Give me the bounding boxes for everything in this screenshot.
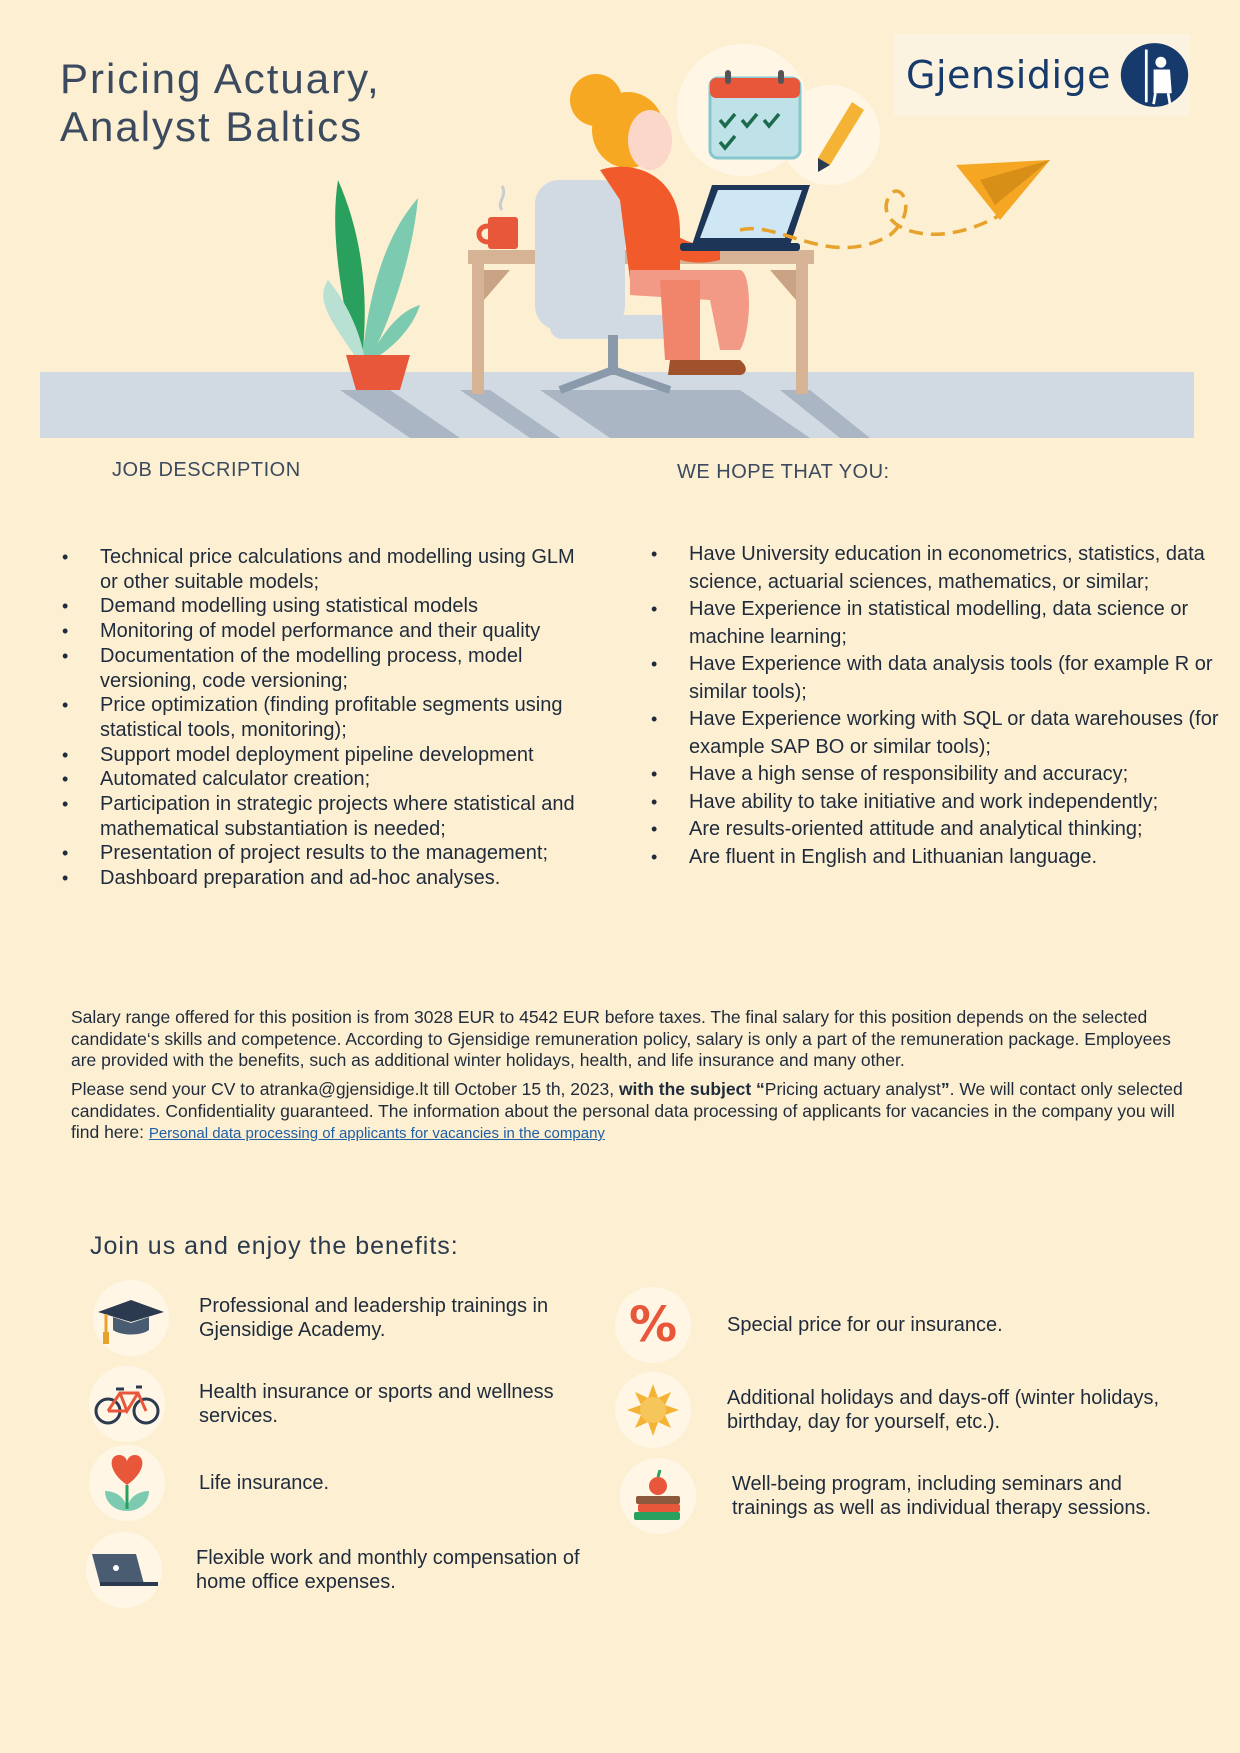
heart-flower-icon: [89, 1445, 165, 1521]
apply-text: Please send your CV to atranka@gjensidige.lt till October 15 th, 2023,: [71, 1079, 619, 1099]
list-item: • Participation in strategic projects where statistical and mathematical substantiation is needed;: [60, 792, 580, 841]
list-item: • Monitoring of model performance and their quality: [60, 619, 580, 644]
sun-icon: [615, 1372, 691, 1448]
benefit-item: [615, 1372, 1175, 1448]
we-hope-heading: WE HOPE THAT YOU:: [677, 461, 890, 483]
benefit-item: [89, 1445, 589, 1521]
list-item: • Dashboard preparation and ad-hoc analyses.: [60, 866, 580, 891]
graduation-cap-icon: [93, 1280, 169, 1356]
requirements-list: [649, 541, 1229, 871]
list-item: • Price optimization (finding profitable segments using statistical tools, monitoring);: [60, 693, 580, 742]
list-item: • Presentation of project results to the management;: [60, 841, 580, 866]
benefit-item: [615, 1287, 1135, 1363]
benefit-text: Special price for our insurance.: [727, 1314, 1003, 1336]
benefit-item: [93, 1280, 593, 1356]
apply-subject: Pricing actuary analyst: [764, 1079, 941, 1099]
privacy-link[interactable]: Personal data processing of applicants for vacancies in the company: [148, 1125, 605, 1142]
apply-quote-close: ”: [940, 1079, 950, 1099]
apply-quote-open: “: [751, 1079, 765, 1099]
list-item: • Have ability to take initiative and work independently;: [649, 789, 1229, 817]
list-item: • Automated calculator creation;: [60, 767, 580, 792]
benefit-item: [89, 1366, 589, 1442]
plant-illustration: [323, 180, 420, 390]
list-item: • Have University education in econometrics, statistics, data science, actuarial sciences, mathematics, or similar;: [649, 541, 1229, 596]
list-item: • Have Experience with data analysis tools (for example R or similar tools);: [649, 651, 1229, 706]
apply-text-after: . We will contact only selected candidates. Confidentiality guaranteed. The information about the personal data processing of applicants for vacancies in the company you will find here:: [71, 1079, 1183, 1142]
benefit-text: Life insurance.: [199, 1472, 330, 1494]
list-item: • Are fluent in English and Lithuanian language.: [649, 844, 1229, 872]
application-paragraph: [71, 1079, 1191, 1145]
title-line-1: Pricing Actuary,: [60, 55, 381, 102]
job-description-heading: JOB DESCRIPTION: [112, 459, 301, 481]
benefit-text: Professional and leadership trainings in Gjensidige Academy.: [199, 1295, 549, 1341]
benefit-item: [86, 1532, 586, 1608]
laptop-icon: [86, 1532, 162, 1608]
title-line-2: Analyst Baltics: [60, 103, 364, 150]
logo-text: Gjensidige: [906, 53, 1112, 97]
benefit-item: [620, 1458, 1180, 1534]
benefit-text: Flexible work and monthly compensation of home office expenses.: [196, 1547, 580, 1593]
paper-plane-icon: [956, 160, 1050, 220]
list-item: • Are results-oriented attitude and analytical thinking;: [649, 816, 1229, 844]
list-item: • Technical price calculations and modelling using GLM or other suitable models;: [60, 545, 580, 594]
company-logo: [894, 34, 1190, 116]
logo-seal-icon: [1119, 39, 1190, 111]
books-apple-icon: [620, 1458, 696, 1534]
benefits-heading: Join us and enjoy the benefits:: [90, 1232, 459, 1260]
list-item: • Documentation of the modelling process, model versioning, code versioning;: [60, 644, 580, 693]
benefit-text: Well-being program, including seminars and trainings as well as individual therapy sessions.: [732, 1473, 1152, 1519]
list-item: • Have Experience in statistical modelling, data science or machine learning;: [649, 596, 1229, 651]
list-item: • Have a high sense of responsibility and accuracy;: [649, 761, 1229, 789]
job-description-list: [60, 545, 580, 891]
list-item: • Have Experience working with SQL or data warehouses (for example SAP BO or similar tools);: [649, 706, 1229, 761]
list-item: • Demand modelling using statistical models: [60, 594, 580, 619]
benefit-text: Additional holidays and days-off (winter holidays, birthday, day for yourself, etc.).: [727, 1387, 1160, 1433]
bicycle-icon: [89, 1366, 165, 1442]
percent-icon: %: [615, 1287, 691, 1363]
calendar-icon: [710, 70, 800, 158]
apply-subject-label: with the subject: [618, 1079, 752, 1099]
benefit-text: Health insurance or sports and wellness services.: [199, 1381, 554, 1427]
list-item: • Support model deployment pipeline development: [60, 743, 580, 768]
salary-paragraph: Salary range offered for this position is from 3028 EUR to 4542 EUR before taxes. The final salary for this position depends on the selected candidate‘s skills and competence. According to Gjensidige remuneration policy, salary is only a part of the remuneration package. Employees are provided with the benefits, such as additional winter holidays, health, and life insurance and many other.: [71, 1007, 1171, 1070]
